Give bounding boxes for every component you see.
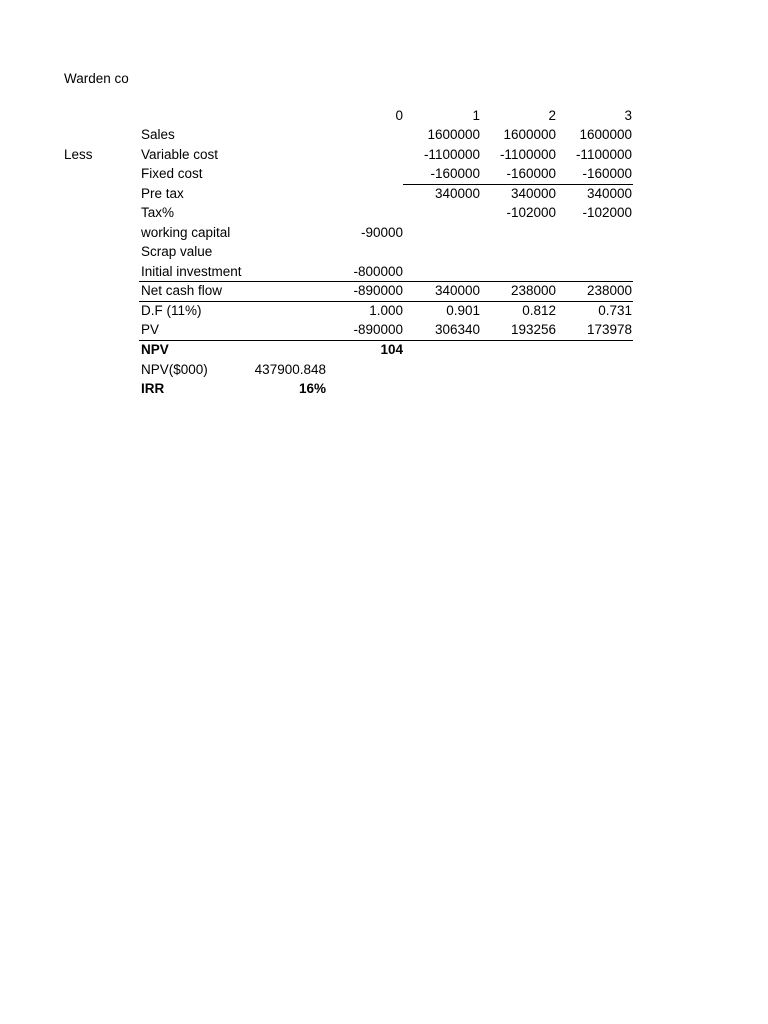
row-label-net-cash-flow: Net cash flow: [141, 283, 223, 298]
row-label-pv: PV: [141, 322, 160, 337]
cell-variable-cost-y1: -1100000: [423, 147, 480, 162]
net-cash-flow-top-rule: [139, 281, 633, 282]
row-label-scrap-value: Scrap value: [141, 244, 213, 259]
npv-thousands-label: NPV($000): [141, 362, 208, 377]
cell-fixed-cost-y3: -160000: [582, 166, 632, 181]
cell-pre-tax-y1: 340000: [434, 186, 480, 201]
npv-thousands-value: 437900.848: [254, 362, 326, 377]
cell-npv-y0: 104: [380, 342, 403, 357]
cell-sales-y1: 1600000: [427, 127, 480, 142]
cell-variable-cost-y3: -1100000: [575, 147, 632, 162]
cell-pv-y3: 173978: [586, 322, 632, 337]
row-label-tax: Tax%: [141, 205, 175, 220]
cell-pv-y2: 193256: [510, 322, 556, 337]
header-year-3: 3: [624, 108, 632, 123]
cell-net-cash-flow-y3: 238000: [586, 283, 632, 298]
cell-working-capital-y0: -90000: [360, 225, 403, 240]
cell-variable-cost-y2: -1100000: [499, 147, 556, 162]
cell-pv-y1: 306340: [434, 322, 480, 337]
header-year-2: 2: [548, 108, 556, 123]
row-label-fixed-cost: Fixed cost: [141, 166, 203, 181]
sheet-title: Warden co: [64, 71, 129, 86]
cell-initial-investment-y0: -800000: [353, 264, 403, 279]
pv-bottom-rule: [139, 340, 633, 341]
row-label-initial-investment: Initial investment: [141, 264, 242, 279]
cell-tax-y3: -102000: [582, 205, 632, 220]
row-label-discount-factor: D.F (11%): [141, 303, 202, 318]
cell-discount-factor-y0: 1.000: [369, 303, 403, 318]
irr-value: 16%: [298, 381, 326, 396]
irr-label: IRR: [141, 381, 165, 396]
cell-pv-y0: -890000: [353, 322, 403, 337]
cell-discount-factor-y1: 0.901: [446, 303, 480, 318]
row-label-working-capital: working capital: [141, 225, 231, 240]
cell-pre-tax-y3: 340000: [586, 186, 632, 201]
row-label-pre-tax: Pre tax: [141, 186, 184, 201]
cell-fixed-cost-y1: -160000: [430, 166, 480, 181]
row-label-npv: NPV: [141, 342, 169, 357]
cell-net-cash-flow-y0: -890000: [353, 283, 403, 298]
net-cash-flow-bottom-rule: [139, 301, 633, 302]
cell-net-cash-flow-y1: 340000: [434, 283, 480, 298]
cell-net-cash-flow-y2: 238000: [510, 283, 556, 298]
row-label-variable-cost: Variable cost: [141, 147, 219, 162]
header-year-0: 0: [395, 108, 403, 123]
cell-tax-y2: -102000: [506, 205, 556, 220]
cell-fixed-cost-y2: -160000: [506, 166, 556, 181]
less-label: Less: [64, 147, 93, 162]
cell-sales-y3: 1600000: [579, 127, 632, 142]
row-label-sales: Sales: [141, 127, 175, 142]
subtotal-rule: [403, 184, 633, 185]
header-year-1: 1: [472, 108, 480, 123]
cell-sales-y2: 1600000: [503, 127, 556, 142]
cell-discount-factor-y2: 0.812: [522, 303, 556, 318]
cell-discount-factor-y3: 0.731: [598, 303, 632, 318]
cell-pre-tax-y2: 340000: [510, 186, 556, 201]
